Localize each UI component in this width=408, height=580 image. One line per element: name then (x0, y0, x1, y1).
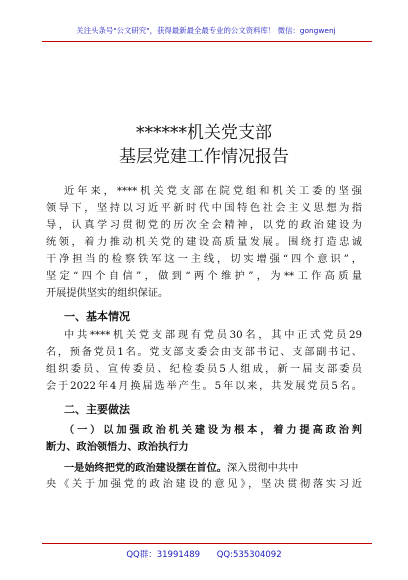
section-heading-basic: 一、基本情况 (64, 310, 130, 323)
intro-line: 统领，着力推动机关党的建设高质量发展。围绕打造忠诚 (46, 237, 362, 248)
doc-title-line1: ******机关党支部 (136, 123, 272, 143)
point1-lead: 一是始终把党的政治建设摆在首位。 (64, 462, 227, 474)
point1-line2: 央《关于加强党的政治建设的意见》，坚决贯彻落实习近 (46, 479, 362, 490)
intro-line: 坚定“四个自信”，做到“两个维护”，为**工作高质量 (46, 271, 362, 282)
section1-line: 名，预备党员1名。党支部支委会由支部书记、支部副书记、 (46, 347, 362, 358)
section1-line: 组织委员、宣传委员、纪检委员5人组成，新一届支部委员 (46, 364, 362, 375)
footer-contacts: QQ群：31991489 QQ:535304092 (126, 550, 282, 560)
intro-line: 干净担当的检察铁军这一主线，切实增强“四个意识”， (46, 254, 362, 265)
intro-line: 开展提供坚实的组织保证。 (46, 288, 169, 299)
doc-title-line2: 基层党建工作情况报告 (119, 147, 289, 167)
point1-rest: 深入贯彻中共中 (227, 463, 299, 474)
intro-line: 近年来，****机关党支部在院党组和机关工委的坚强 (64, 186, 362, 197)
section1-line: 会于2022年4月换届选举产生。5年以来，共发展党员5名。 (46, 381, 362, 392)
header-rule (42, 41, 372, 42)
header-banner: 关注头条号"公文研究"，获得最新最全最专业的公文资料库！ 微信：gongwenj (76, 26, 336, 35)
section-heading-practices: 二、主要做法 (64, 403, 130, 416)
subsection-heading-line: （一）以加强政治机关建设为根本，着力提高政治判 (64, 424, 362, 436)
intro-line: 领导下，坚持以习近平新时代中国特色社会主义思想为指 (46, 203, 362, 214)
section1-line: 中共****机关党支部现有党员30名，其中正式党员29 (64, 330, 362, 341)
subsection-heading-line: 断力、政治领悟力、政治执行力 (46, 441, 189, 453)
intro-line: 导，认真学习贯彻党的历次全会精神，以党的政治建设为 (46, 220, 362, 231)
point1-line (64, 461, 362, 476)
footer-rule (42, 543, 372, 544)
